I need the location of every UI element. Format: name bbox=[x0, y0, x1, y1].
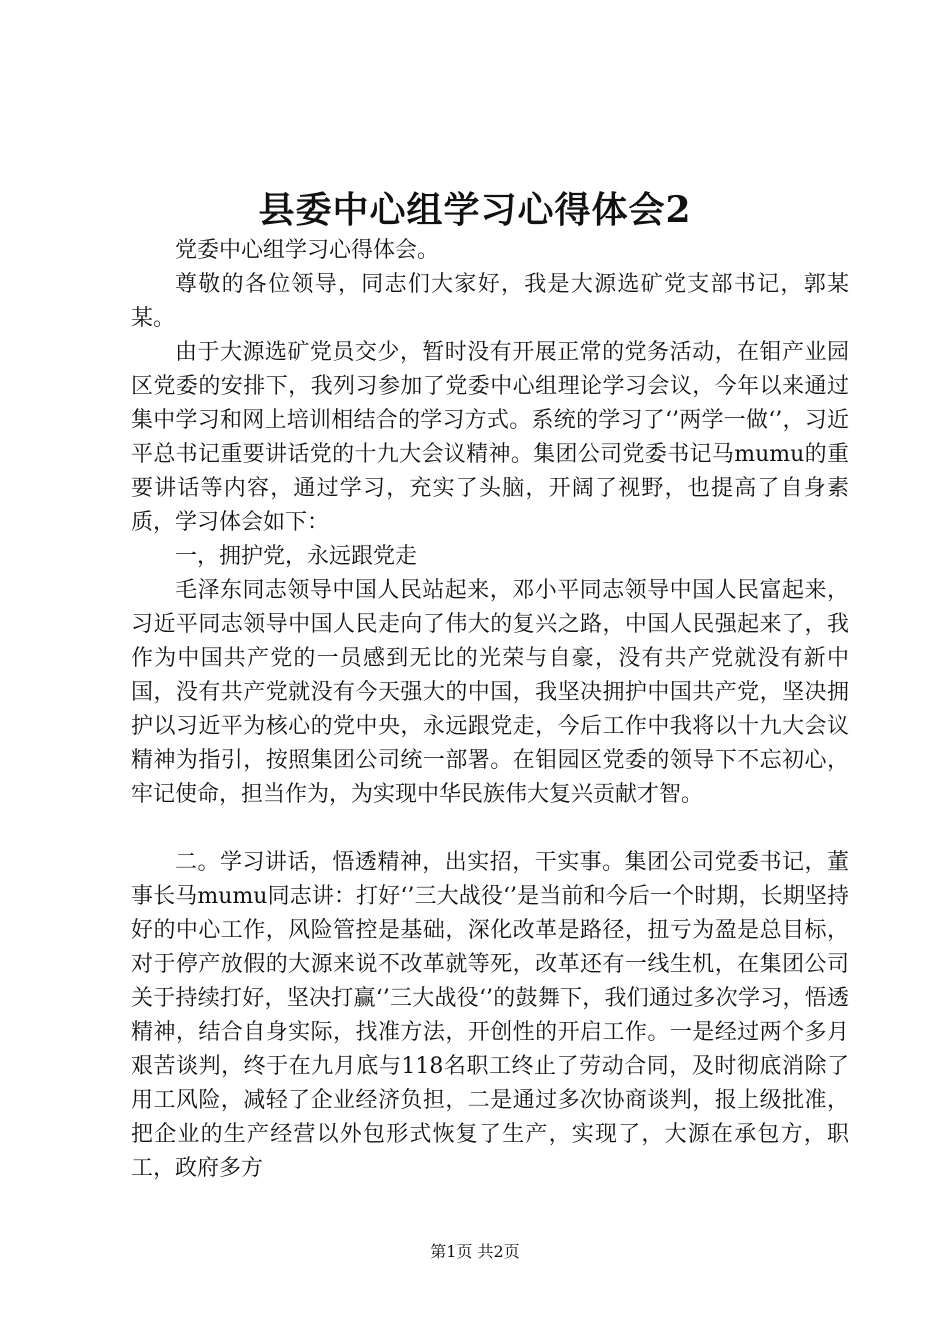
paragraph-greeting: 尊敬的各位领导，同志们大家好，我是大源选矿党支部书记，郭某某。 bbox=[131, 272, 849, 331]
page-footer: 第1页 共2页 bbox=[430, 1242, 520, 1261]
paragraph-background: 由于大源选矿党员交少，暂时没有开展正常的党务活动，在钼产业园区党委的安排下，我列习参加了党委中心组理论学习会议，今年以来通过集中学习和网上培训相结合的学习方式。系统的学习了‘’两学一做‘’，习近平总书记重要讲话党的十九大会议精神。集团公司党委书记马mumu的重要讲话等内容，通过学习，充实了头脑，开阔了视野，也提高了自身素质，学习体会如下： bbox=[131, 340, 849, 535]
paragraph-section-2: 二。学习讲话，悟透精神，出实招，干实事。集团公司党委书记，董事长马mumu同志讲：打好‘’三大战役‘’是当前和今后一个时期，长期坚持好的中心工作，风险管控是基础，深化改革是路径，扭亏为盈是总目标，对于停产放假的大源来说不改革就等死，改革还有一线生机，在集团公司关于持续打好，坚决打赢‘’三大战役‘’的鼓舞下，我们通过多次学习，悟透精神，结合自身实际，找准方法，开创性的开启工作。一是经过两个多月艰苦谈判，终于在九月底与118名职工终止了劳动合同，及时彻底消除了用工风险，减轻了企业经济负担，二是通过多次协商谈判，报上级批准，把企业的生产经营以外包形式恢复了生产，实现了，大源在承包方，职工，政府多方 bbox=[131, 850, 849, 1181]
section-heading-1: 一，拥护党，永远跟党走 bbox=[175, 544, 418, 569]
paragraph-intro: 党委中心组学习心得体会。 bbox=[175, 238, 440, 263]
document-title: 县委中心组学习心得体会2 bbox=[258, 189, 692, 231]
document-body bbox=[131, 234, 849, 1186]
paragraph-spacer bbox=[131, 812, 849, 846]
paragraph-section-1: 毛泽东同志领导中国人民站起来，邓小平同志领导中国人民富起来，习近平同志领导中国人民走向了伟大的复兴之路，中国人民强起来了，我作为中国共产党的一员感到无比的光荣与自豪，没有共产党就没有新中国，没有共产党就没有今天强大的中国，我坚决拥护中国共产党，坚决拥护以习近平为核心的党中央，永远跟党走，今后工作中我将以十九大会议精神为指引，按照集团公司统一部署。在钼园区党委的领导下不忘初心，牢记使命，担当作为，为实现中华民族伟大复兴贡献才智。 bbox=[131, 578, 849, 807]
